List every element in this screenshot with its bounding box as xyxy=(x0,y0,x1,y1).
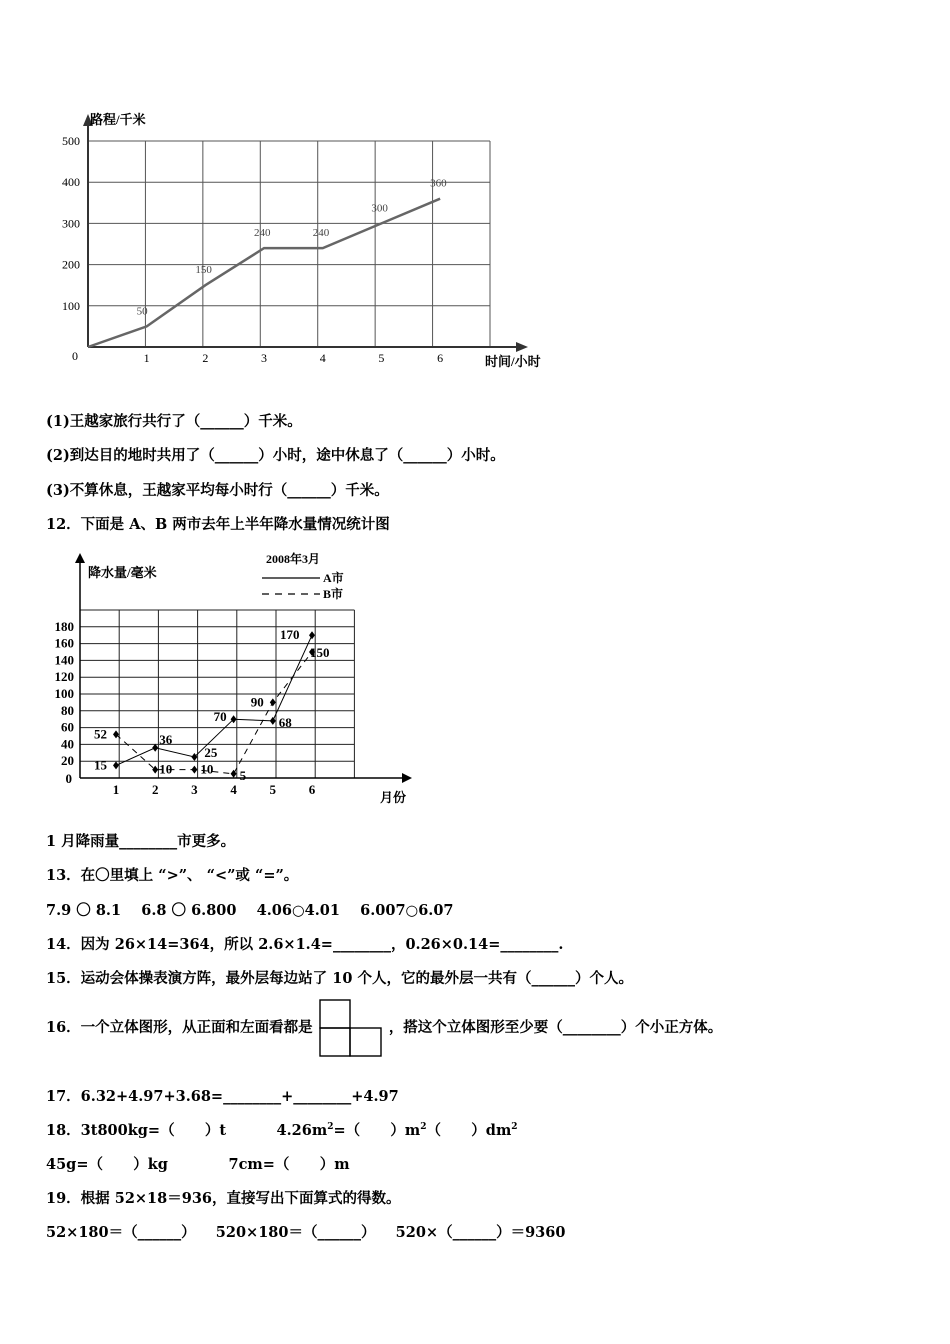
data-label: 90 xyxy=(250,694,264,710)
q18-line2: 45g=（ ）kg 7cm=（ ）m xyxy=(46,1156,350,1173)
x-tick-label: 1 xyxy=(112,782,120,797)
x-tick-label: 6 xyxy=(308,782,316,797)
y-tick-label: 500 xyxy=(62,134,80,148)
data-label: 240 xyxy=(254,227,271,240)
q16-text-a: 16．一个立体图形，从正面和左面看都是 xyxy=(46,1019,313,1036)
data-point xyxy=(191,766,197,774)
y-tick-label: 140 xyxy=(54,652,74,668)
data-point xyxy=(309,631,315,639)
x-tick-label: 6 xyxy=(437,351,444,365)
y-tick-label: 100 xyxy=(62,298,80,313)
data-label: 170 xyxy=(280,627,300,643)
cube-view-figure xyxy=(318,998,384,1058)
q14: 14．因为 26×14=364，所以 2.6×1.4=________，0.26×0.14=________. xyxy=(46,936,564,953)
data-point xyxy=(270,717,276,725)
rainfall-chart xyxy=(40,545,430,815)
data-point xyxy=(113,761,119,769)
data-label: 150 xyxy=(195,264,212,277)
y-tick-label: 20 xyxy=(61,753,74,769)
x-axis-arrow xyxy=(516,342,528,352)
y-tick-label: 120 xyxy=(54,669,74,685)
q13-items: 7.9 〇 8.1 6.8 〇 6.800 4.06○4.01 6.007○6.07 xyxy=(46,902,454,919)
data-label: 25 xyxy=(204,745,218,760)
q18-line1: 18．3t800kg=（ ）t $4.26m^2=$（ ）$m^2$（ ）$dm^2$ xyxy=(46,1122,518,1139)
data-label: 5 xyxy=(239,767,247,783)
data-label: 300 xyxy=(371,202,388,215)
y-axis-label: 路程/千米 xyxy=(90,112,146,127)
x-tick-label: 5 xyxy=(269,782,277,797)
x-axis-label: 月份 xyxy=(380,790,407,805)
y-tick-label: 400 xyxy=(62,175,80,190)
q16 xyxy=(46,998,722,1058)
y-tick-label: 100 xyxy=(54,686,74,701)
x-tick-label: 5 xyxy=(378,351,385,365)
y-tick-label: 300 xyxy=(62,216,80,231)
y-axis-arrow xyxy=(75,553,85,563)
q12-answer: 1 月降雨量________市更多。 xyxy=(46,833,236,850)
distance-line xyxy=(88,199,440,347)
data-point xyxy=(191,753,197,761)
origin-label: 0 xyxy=(72,349,78,363)
q13-title: 13．在〇里填上 “>”、 “<”或 “=”。 xyxy=(46,867,299,884)
q11-part2: (2)到达目的地时共用了（______）小时，途中休息了（______）小时。 xyxy=(46,447,505,464)
x-tick-label: 3 xyxy=(191,782,198,797)
x-tick-label: 4 xyxy=(230,782,237,797)
data-label: 50 xyxy=(136,305,148,318)
y-tick-label: 40 xyxy=(61,736,74,752)
x-axis-arrow xyxy=(402,773,412,783)
q19-title: 19．根据 52×18＝936，直接写出下面算式的得数。 xyxy=(46,1190,401,1207)
x-tick-label: 1 xyxy=(143,351,150,365)
q11-part1: (1)王越家旅行共行了（______）千米。 xyxy=(46,413,302,430)
x-tick-label: 2 xyxy=(202,351,209,365)
q16-text-b: ，搭这个立体图形至少要（________）个小正方体。 xyxy=(388,1019,723,1036)
y-tick-label: 180 xyxy=(54,618,74,634)
y-tick-label: 200 xyxy=(62,257,80,272)
data-label: 10 xyxy=(200,761,214,777)
x-tick-label: 3 xyxy=(261,351,268,365)
distance-chart xyxy=(30,100,570,380)
data-point xyxy=(113,730,119,738)
y-axis-label: 降水量/毫米 xyxy=(88,565,157,580)
data-point xyxy=(152,744,158,752)
y-tick-label: 160 xyxy=(54,635,74,651)
data-label: 52 xyxy=(94,726,107,742)
q17: 17．6.32+4.97+3.68=________+________+4.97 xyxy=(46,1088,399,1105)
data-point xyxy=(231,715,237,723)
data-label: 150 xyxy=(310,645,330,660)
legend-label-b: B市 xyxy=(323,587,344,601)
legend-title: 2008年3月 xyxy=(266,552,321,566)
data-label: 68 xyxy=(278,714,292,730)
q12-title: 12．下面是 A、B 两市去年上半年降水量情况统计图 xyxy=(46,516,390,533)
y-tick-label: 80 xyxy=(61,702,74,718)
q19-items: 52×180＝（______） 520×180＝（______） 520×（______）＝9360 xyxy=(46,1224,566,1241)
data-label: 15 xyxy=(94,757,107,773)
q15: 15．运动会体操表演方阵，最外层每边站了 10 个人，它的最外层一共有（______）个人。 xyxy=(46,970,633,987)
q11-part3: (3)不算休息，王越家平均每小时行（______）千米。 xyxy=(46,482,389,499)
origin-label: 0 xyxy=(65,771,72,786)
data-label: 70 xyxy=(213,709,227,725)
data-point xyxy=(152,766,158,774)
data-label: 36 xyxy=(159,731,173,747)
data-label: 360 xyxy=(430,177,447,190)
legend-label-a: A市 xyxy=(323,571,344,585)
x-axis-label: 时间/小时 xyxy=(485,354,541,369)
data-label: 10 xyxy=(159,761,173,777)
x-tick-label: 4 xyxy=(319,351,326,365)
y-tick-label: 60 xyxy=(61,719,74,735)
data-label: 240 xyxy=(312,227,330,240)
x-tick-label: 2 xyxy=(151,782,159,797)
